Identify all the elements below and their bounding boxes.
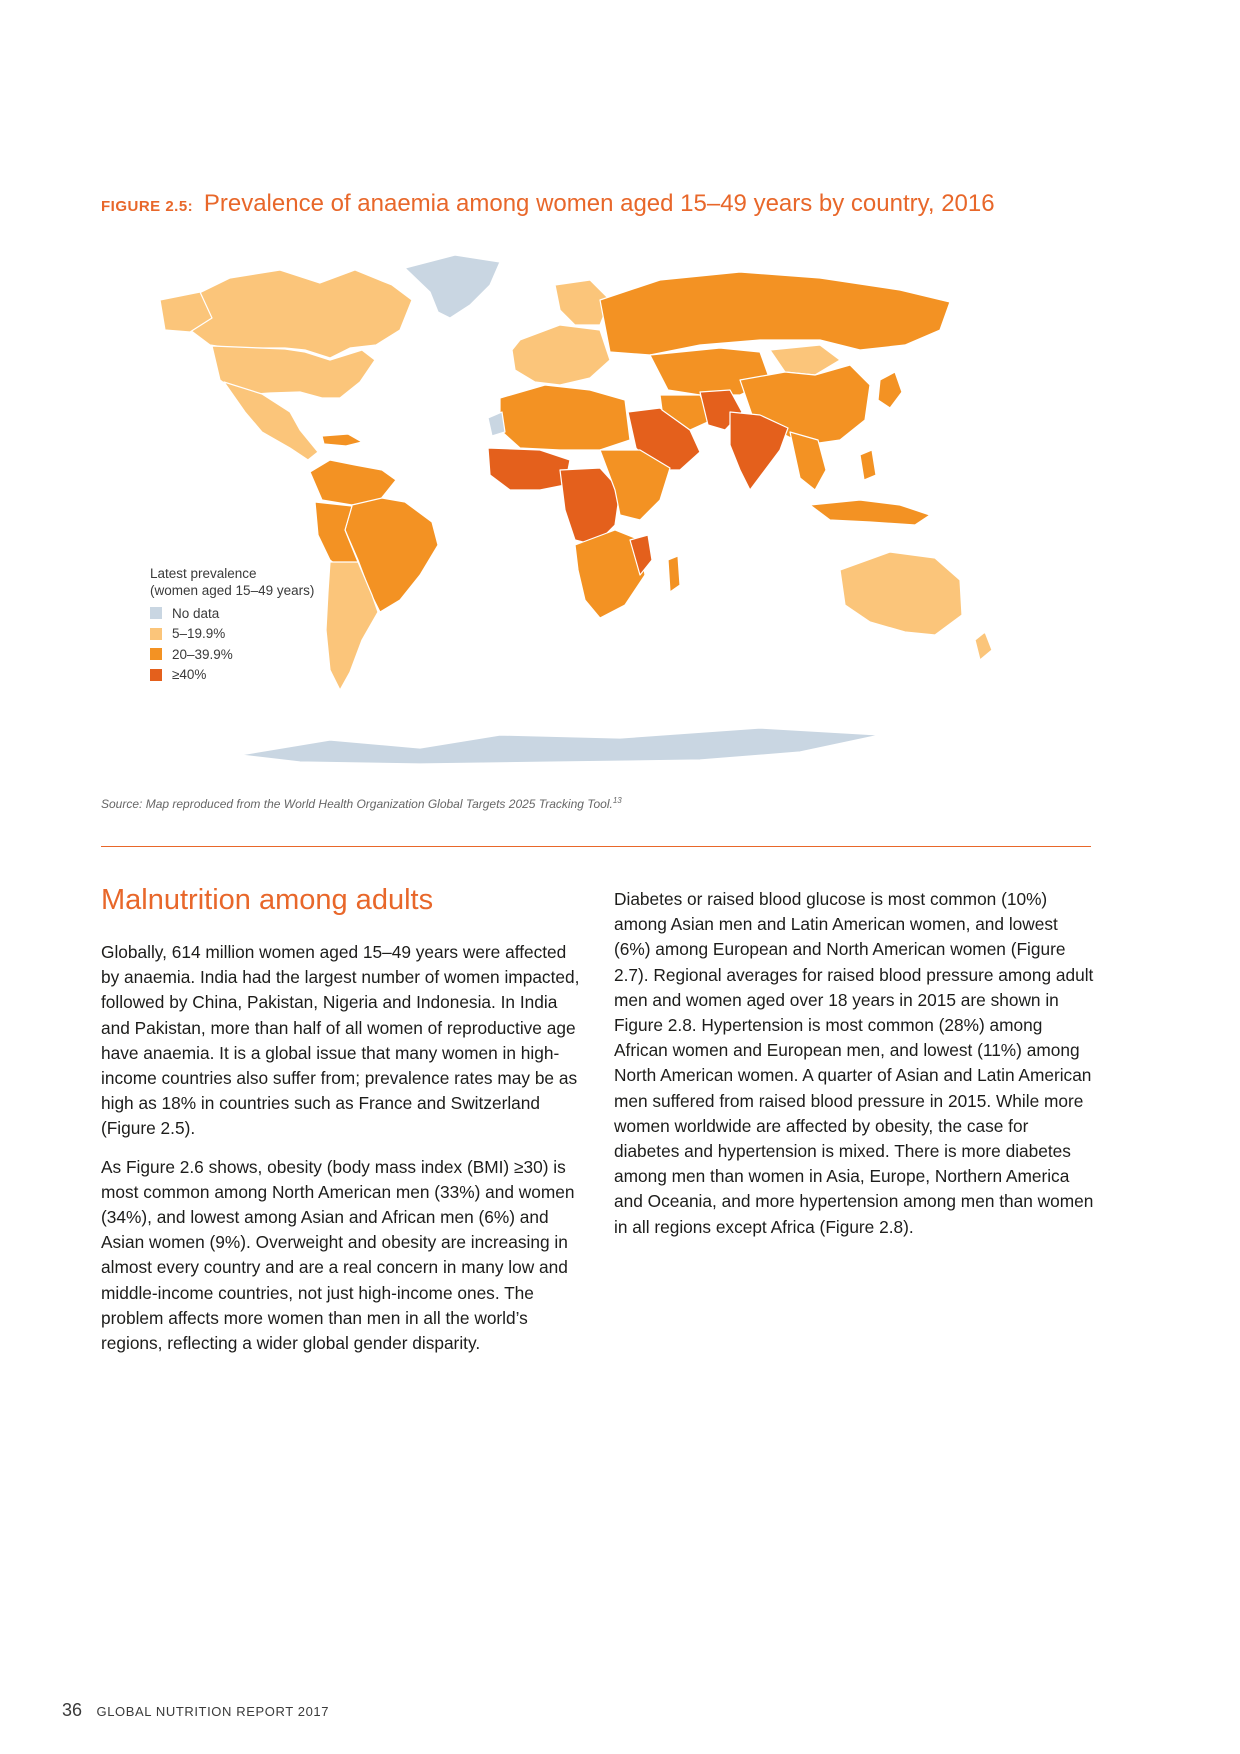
- region-antarctica: [240, 728, 880, 764]
- region-russia: [600, 272, 950, 355]
- body-paragraph: As Figure 2.6 shows, obesity (body mass index (BMI) ≥30) is most common among North American men (33%) and women (34%), and lowest among Asian and African men (6%) and Asian women (9%). Overweight and obesity are increasing in almost every country and are a real concern in many low and middle-income countries, not just high-income ones. The problem affects more women than men in all the world’s regions, reflecting a wider global gender disparity.: [101, 1156, 575, 1354]
- legend-label: 20–39.9%: [172, 646, 233, 662]
- body-column-right: [614, 887, 1094, 1253]
- region-mexico: [224, 382, 318, 460]
- body-column-left: [101, 940, 581, 1369]
- legend-item-low: [150, 624, 314, 645]
- region-new-zealand: [975, 632, 992, 660]
- region-western-sahara: [488, 412, 505, 436]
- legend-swatch: [150, 607, 162, 619]
- figure-title-text: Prevalence of anaemia among women aged 15–49 years by country, 2016: [203, 190, 995, 217]
- region-india: [730, 412, 788, 490]
- legend-title-line1: Latest prevalence: [150, 566, 257, 581]
- legend-title-line2: (women aged 15–49 years): [150, 583, 315, 598]
- legend-swatch: [150, 669, 162, 681]
- legend-title: [150, 565, 314, 599]
- region-canada: [185, 270, 412, 358]
- region-europe: [512, 325, 610, 385]
- legend-item-no-data: [150, 603, 314, 624]
- source-text: Map reproduced from the World Health Organization Global Targets 2025 Tracking Tool.: [142, 797, 613, 811]
- section-divider: [101, 846, 1091, 847]
- legend-swatch: [150, 628, 162, 640]
- page-number: 36: [62, 1700, 83, 1720]
- body-paragraph: Globally, 614 million women aged 15–49 years were affected by anaemia. India had the largest number of women impacted, followed by China, Pakistan, Nigeria and Indonesia. In India and Pakistan, more than half of all women of reproductive age have anaemia. It is a global issue that many women in high-income countries also suffer from; prevalence rates may be as high as 18% in countries such as France and Switzerland (Figure 2.5).: [101, 942, 580, 1139]
- publication-name: GLOBAL NUTRITION REPORT 2017: [96, 1704, 330, 1719]
- region-japan: [878, 372, 902, 408]
- legend-label: No data: [172, 605, 220, 621]
- region-madagascar: [668, 556, 680, 592]
- section-heading: Malnutrition among adults: [101, 884, 434, 916]
- figure-label: FIGURE 2.5:: [101, 198, 194, 215]
- figure-title: [101, 190, 995, 218]
- legend-label: ≥40%: [172, 667, 207, 683]
- legend-item-mid: [150, 644, 314, 665]
- map-legend: [150, 565, 314, 685]
- figure-source: [101, 796, 622, 811]
- source-ref: 13: [612, 796, 622, 805]
- legend-swatch: [150, 648, 162, 660]
- region-caribbean: [322, 434, 362, 446]
- region-indonesia: [810, 500, 930, 525]
- region-philippines: [860, 450, 876, 480]
- region-australia: [840, 552, 962, 635]
- region-west-africa: [488, 448, 570, 490]
- world-anaemia-map: [100, 250, 1140, 770]
- legend-item-high: [150, 665, 314, 686]
- body-paragraph: Diabetes or raised blood glucose is most common (10%) among Asian men and Latin American women, and lowest (6%) among European and North American women (Figure 2.7). Regional averages for raised blood pressure among adult men and women aged over 18 years in 2015 are shown in Figure 2.8. Hypertension is most common (28%) among African women and European men, and lowest (11%) among North American women. A quarter of Asian and Latin American men suffered from raised blood pressure in 2015. While more women worldwide are affected by obesity, the case for diabetes and hypertension is mixed. There is more diabetes among men than women in Asia, Europe, Northern America and Oceania, and more hypertension among men than women in all regions except Africa (Figure 2.8).: [614, 889, 1094, 1237]
- source-label: Source:: [101, 797, 143, 811]
- legend-label: 5–19.9%: [172, 626, 226, 642]
- region-north-africa: [500, 385, 630, 450]
- page-footer: [62, 1700, 329, 1721]
- region-greenland: [405, 255, 500, 318]
